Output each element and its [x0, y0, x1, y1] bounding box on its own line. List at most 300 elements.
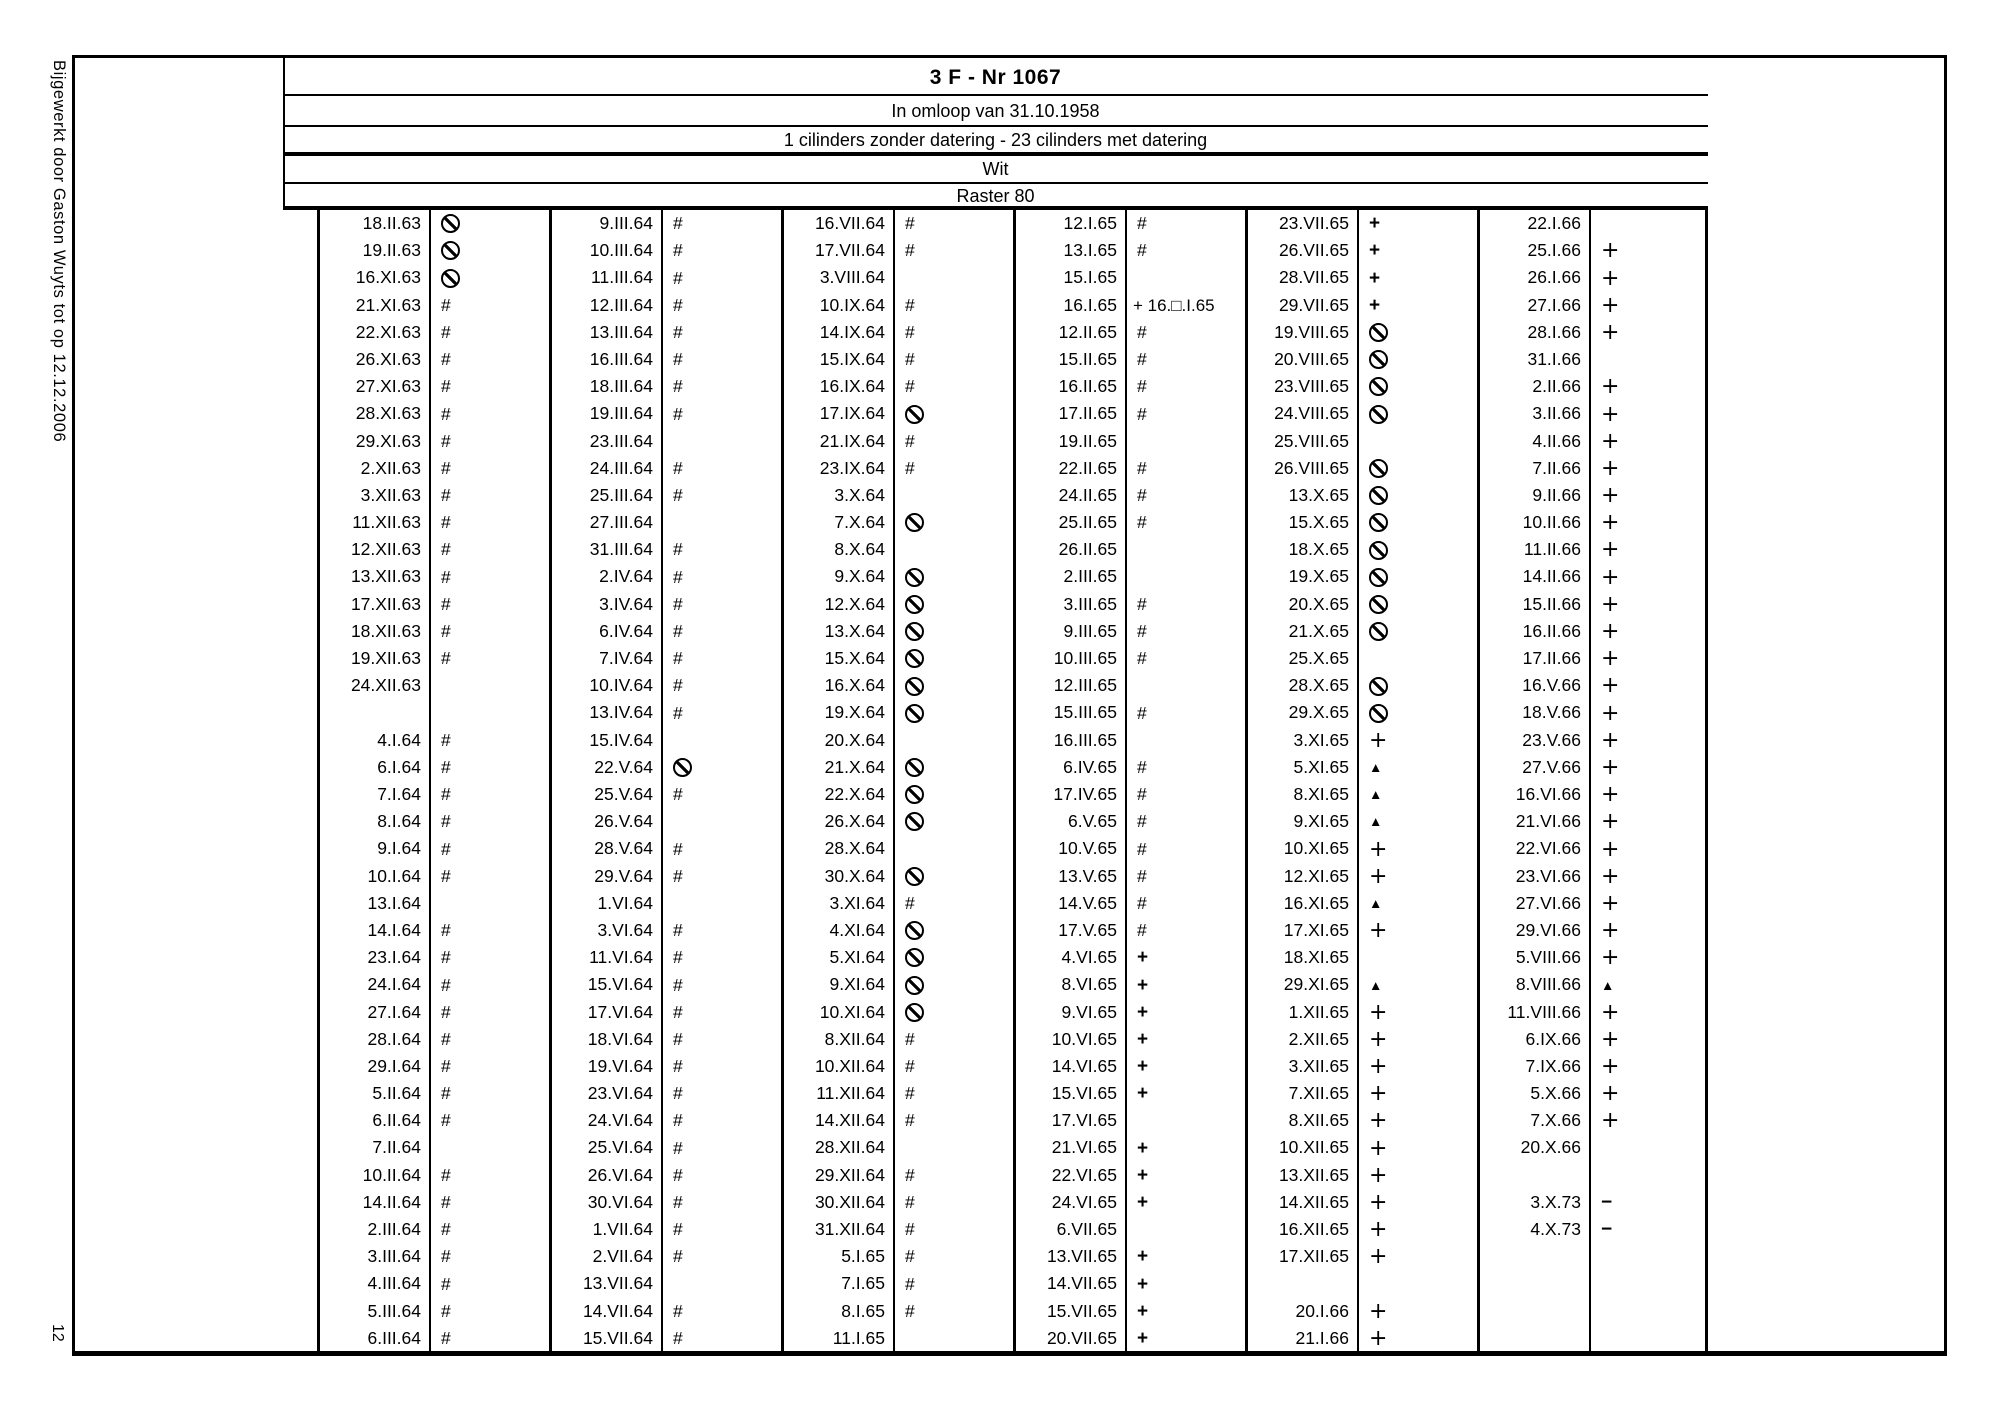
date-cell: 13.XII.65 [1278, 1164, 1349, 1185]
date-cell: 16.III.65 [1053, 729, 1117, 750]
symbol-cell [431, 1270, 547, 1297]
plus-bold-symbol: + [1137, 1164, 1149, 1186]
plus-symbol: + [1601, 238, 1620, 264]
symbol-cell [895, 971, 1011, 998]
date-cell: 17.VI.64 [587, 1001, 653, 1022]
date-cell: 1.XII.65 [1288, 1001, 1349, 1022]
date-cell: 28.X.64 [824, 838, 885, 859]
hash-symbol: # [441, 1001, 451, 1022]
date-cell: 17.XI.65 [1283, 919, 1349, 940]
hash-symbol: # [1137, 865, 1147, 886]
date-cell: 16.XII.65 [1278, 1219, 1349, 1240]
plus-symbol: + [1601, 700, 1620, 726]
hash-symbol: # [905, 430, 915, 451]
symbol-cell [1127, 455, 1243, 482]
date-cell: 2.XII.65 [1288, 1028, 1349, 1049]
symbol-cell [1359, 917, 1475, 944]
hash-symbol: # [441, 1056, 451, 1077]
plus-symbol: + [1601, 401, 1620, 427]
date-cell: 9.II.66 [1532, 484, 1581, 505]
symbol-cell [1359, 482, 1475, 509]
plus-bold-symbol: + [1137, 1246, 1149, 1268]
date-cell: 10.III.64 [589, 240, 653, 261]
date-cell: 31.XII.64 [814, 1219, 885, 1240]
symbol-cell [1591, 373, 1706, 400]
date-cell: 12.XI.65 [1283, 865, 1349, 886]
date-cell: 16.XI.63 [355, 267, 421, 288]
symbol-cell [1127, 1026, 1243, 1053]
symbol-cell [431, 591, 547, 618]
date-cell: 10.IV.64 [589, 675, 653, 696]
hash-symbol: # [441, 294, 451, 315]
hash-symbol: # [441, 457, 451, 478]
symbol-cell [895, 319, 1011, 346]
triangle-icon: ▲ [1369, 814, 1383, 830]
symbol-cell [431, 944, 547, 971]
symbol-cell [1591, 618, 1706, 645]
symbol-cell [895, 645, 1011, 672]
date-cell: 17.IX.64 [819, 403, 885, 424]
date-cell: 6.IV.64 [599, 620, 653, 641]
date-cell: 1.VI.64 [597, 892, 653, 913]
symbol-cell [1127, 645, 1243, 672]
hash-symbol: # [673, 947, 683, 968]
date-cell: 29.XI.63 [355, 430, 421, 451]
symbol-cell [431, 835, 547, 862]
symbol-cell [663, 1216, 779, 1243]
symbol-cell [1359, 1298, 1475, 1325]
hash-symbol: # [1137, 512, 1147, 533]
date-cell: 29.X.65 [1288, 702, 1349, 723]
hash-symbol: # [905, 1273, 915, 1294]
date-cell: 13.I.64 [367, 892, 421, 913]
plus-bold-symbol: + [1369, 240, 1381, 262]
hash-symbol: # [905, 1164, 915, 1185]
symbol-cell [431, 863, 547, 890]
date-cell: 4.III.64 [367, 1273, 421, 1294]
date-cell: 8.X.64 [834, 539, 885, 560]
date-cell: 15.II.65 [1058, 348, 1117, 369]
date-cell: 22.II.65 [1058, 457, 1117, 478]
triangle-icon: ▲ [1601, 977, 1615, 993]
date-cell: 29.I.64 [367, 1055, 421, 1076]
plus-bold-symbol: + [1137, 974, 1149, 996]
date-cell: 10.I.64 [367, 865, 421, 886]
symbol-cell [895, 1080, 1011, 1107]
date-cell: 19.VIII.65 [1274, 321, 1349, 342]
hash-symbol: # [441, 811, 451, 832]
hash-symbol: # [1137, 321, 1147, 342]
date-cell: 10.IX.64 [819, 294, 885, 315]
symbol-cell [1359, 346, 1475, 373]
hash-symbol: # [673, 240, 683, 261]
symbol-cell [663, 863, 779, 890]
date-cell: 20.VIII.65 [1274, 348, 1349, 369]
date-cell: 24.VI.65 [1051, 1191, 1117, 1212]
date-cell: 17.XII.65 [1278, 1246, 1349, 1267]
symbol-cell [1591, 455, 1706, 482]
hash-symbol: # [673, 1110, 683, 1131]
symbol-cell [1359, 264, 1475, 291]
hash-symbol: # [905, 1246, 915, 1267]
date-cell: 4.II.66 [1532, 430, 1581, 451]
symbol-cell [431, 971, 547, 998]
date-cell: 3.XI.65 [1293, 729, 1349, 750]
symbol-cell [1591, 536, 1706, 563]
date-cell: 24.III.64 [589, 457, 653, 478]
date-cell: 10.III.65 [1053, 648, 1117, 669]
hash-symbol: # [905, 1083, 915, 1104]
hash-symbol: # [441, 539, 451, 560]
hash-symbol: # [1137, 702, 1147, 723]
hash-symbol: # [673, 376, 683, 397]
symbol-cell [895, 237, 1011, 264]
symbol-cell [895, 1243, 1011, 1270]
hash-symbol: # [673, 702, 683, 723]
date-cell: 25.V.64 [594, 784, 653, 804]
hash-symbol: # [441, 376, 451, 397]
symbol-cell [431, 237, 547, 264]
hash-symbol: # [1137, 920, 1147, 941]
symbol-cell [1359, 1026, 1475, 1053]
date-cell: 25.X.65 [1288, 648, 1349, 669]
plus-bold-symbol: + [1137, 1273, 1149, 1295]
date-cell: 6.II.64 [372, 1110, 421, 1131]
hash-symbol: # [1137, 593, 1147, 614]
symbol-cell [1127, 1080, 1243, 1107]
date-cell: 22.V.64 [594, 756, 653, 777]
triangle-icon: ▲ [1369, 759, 1383, 775]
date-cell: 15.IV.64 [589, 729, 653, 750]
symbol-cell [1127, 1134, 1243, 1161]
plus-symbol: + [1601, 265, 1620, 291]
hash-symbol: # [441, 784, 451, 805]
symbol-cell [663, 754, 779, 781]
date-cell: 13.VII.65 [1046, 1246, 1117, 1267]
symbol-cell [1127, 890, 1243, 917]
raster-line: Raster 80 [956, 186, 1035, 206]
plus-symbol: + [1601, 619, 1620, 645]
symbol-cell [895, 455, 1011, 482]
symbol-cell [1591, 863, 1706, 890]
hash-symbol: # [441, 1273, 451, 1294]
date-cell: 3.X.64 [834, 484, 885, 505]
plus-bold-symbol: + [1369, 267, 1381, 289]
symbol-cell [1359, 1325, 1475, 1352]
symbol-cell [1359, 1053, 1475, 1080]
date-cell: 18.III.64 [589, 376, 653, 397]
date-cell: 21.X.65 [1288, 620, 1349, 641]
plus-symbol: + [1601, 890, 1620, 916]
symbol-cell [1359, 1134, 1475, 1161]
circle-slash-icon [905, 758, 924, 777]
date-cell: 15.VI.65 [1051, 1083, 1117, 1104]
symbol-cell [1591, 292, 1706, 319]
date-cell: 19.II.65 [1058, 430, 1117, 451]
symbol-cell [895, 509, 1011, 536]
date-cell: 2.IV.64 [599, 566, 653, 587]
date-cell: 13.V.65 [1058, 865, 1117, 886]
symbol-cell [1591, 944, 1706, 971]
margin-note: Bijgewerkt door Gaston Wuyts tot op 12.12.2006 [50, 60, 68, 443]
date-cell: 30.VI.64 [587, 1191, 653, 1212]
date-cell: 22.VI.66 [1515, 838, 1581, 859]
plus-symbol: + [1369, 1325, 1388, 1351]
date-cell: 6.III.64 [367, 1327, 421, 1348]
symbol-cell [431, 400, 547, 427]
date-cell: 17.VII.64 [814, 240, 885, 261]
date-cell: 24.VIII.65 [1274, 403, 1349, 424]
plus-symbol: + [1369, 1190, 1388, 1216]
date-cell: 11.XII.64 [816, 1083, 885, 1104]
date-cell: 16.VII.64 [814, 213, 885, 233]
hash-symbol: # [905, 1028, 915, 1049]
symbol-cell [895, 563, 1011, 590]
plus-symbol: + [1601, 999, 1620, 1025]
symbol-cell [663, 1325, 779, 1352]
symbol-cell [895, 917, 1011, 944]
date-cell: 14.II.64 [362, 1191, 421, 1212]
plus-bold-symbol: + [1137, 1327, 1149, 1349]
date-cell: 10.II.64 [362, 1164, 421, 1185]
hash-symbol: # [673, 321, 683, 342]
date-cell: 8.I.65 [841, 1300, 885, 1321]
hash-symbol: # [441, 485, 451, 506]
date-cell: 12.III.65 [1053, 675, 1117, 696]
plus-symbol: + [1601, 809, 1620, 835]
date-cell: 7.II.64 [372, 1137, 421, 1158]
symbol-cell [431, 999, 547, 1026]
plus-bold-symbol: + [1369, 213, 1381, 235]
date-cell: 26.XI.63 [355, 348, 421, 369]
plus-symbol: + [1601, 292, 1620, 318]
circle-slash-icon [905, 704, 924, 723]
symbol-cell [1591, 917, 1706, 944]
hash-symbol: # [905, 1056, 915, 1077]
symbol-cell [1359, 237, 1475, 264]
symbol-cell [1359, 699, 1475, 726]
plus-symbol: + [1601, 727, 1620, 753]
symbol-cell [1591, 754, 1706, 781]
hash-symbol: # [441, 1300, 451, 1321]
date-cell: 3.II.66 [1532, 403, 1581, 424]
symbol-cell [1359, 727, 1475, 754]
date-cell: 13.VII.64 [582, 1273, 653, 1294]
date-annotation: + 16.□.I.65 [1133, 295, 1215, 315]
date-cell: 16.III.64 [589, 348, 653, 369]
symbol-cell [431, 373, 547, 400]
symbol-cell [895, 1053, 1011, 1080]
date-cell: 26.VIII.65 [1274, 457, 1349, 478]
date-cell: 24.VI.64 [587, 1110, 653, 1131]
symbol-cell [663, 210, 779, 237]
hash-symbol: # [441, 1219, 451, 1240]
date-cell: 7.X.64 [834, 512, 885, 533]
date-cell: 3.IV.64 [599, 593, 653, 614]
date-cell: 15.I.65 [1063, 267, 1117, 288]
triangle-icon: ▲ [1369, 895, 1383, 911]
date-cell: 21.I.66 [1295, 1327, 1349, 1348]
circle-slash-icon [1369, 595, 1388, 614]
symbol-cell [895, 210, 1011, 237]
symbol-cell [663, 1134, 779, 1161]
hash-symbol: # [905, 213, 915, 234]
date-cell: 24.XII.63 [350, 675, 421, 696]
circle-slash-icon [1369, 704, 1388, 723]
paper-color-line: Wit [982, 159, 1009, 179]
date-cell: 2.III.65 [1063, 566, 1117, 587]
date-cell: 16.II.66 [1522, 620, 1581, 641]
plus-bold-symbol: + [1137, 1001, 1149, 1023]
symbol-cell [663, 455, 779, 482]
symbol-cell [1591, 319, 1706, 346]
hash-symbol: # [441, 974, 451, 995]
hash-symbol: # [673, 403, 683, 424]
triangle-icon: ▲ [1369, 787, 1383, 803]
plus-symbol: + [1601, 537, 1620, 563]
date-cell: 2.XII.63 [360, 457, 421, 478]
plus-symbol: + [1601, 1108, 1620, 1134]
date-cell: 7.II.66 [1532, 457, 1581, 478]
symbol-cell [431, 727, 547, 754]
symbol-cell [1359, 618, 1475, 645]
hash-symbol: # [673, 1164, 683, 1185]
date-cell: 30.X.64 [824, 865, 885, 886]
plus-symbol: + [1601, 428, 1620, 454]
date-cell: 23.V.66 [1522, 729, 1581, 750]
date-cell: 26.II.65 [1058, 539, 1117, 560]
date-cell: 31.I.66 [1527, 348, 1581, 369]
date-cell: 8.XII.64 [824, 1028, 885, 1049]
date-cell: 20.X.64 [824, 729, 885, 750]
date-cell: 14.VI.65 [1051, 1055, 1117, 1076]
symbol-cell [1359, 319, 1475, 346]
date-cell: 15.VII.65 [1046, 1300, 1117, 1321]
symbol-cell [1591, 1026, 1706, 1053]
hash-symbol: # [673, 539, 683, 560]
symbol-cell [1127, 944, 1243, 971]
symbol-cell [1591, 1053, 1706, 1080]
hash-symbol: # [1137, 756, 1147, 777]
symbol-cell [895, 808, 1011, 835]
symbol-cell [1127, 917, 1243, 944]
symbol-cell [663, 1107, 779, 1134]
symbol-cell [431, 210, 547, 237]
hash-symbol: # [673, 1083, 683, 1104]
date-cell: 26.I.66 [1527, 267, 1581, 288]
circle-slash-icon [441, 269, 460, 288]
plus-symbol: + [1369, 1298, 1388, 1324]
date-cell: 15.IX.64 [819, 348, 885, 369]
symbol-cell [663, 373, 779, 400]
symbol-cell [1127, 319, 1243, 346]
hash-symbol: # [441, 838, 451, 859]
date-cell: 10.XI.64 [819, 1001, 885, 1022]
date-cell: 20.VII.65 [1046, 1327, 1117, 1348]
date-cell: 29.VII.65 [1278, 294, 1349, 315]
circle-slash-icon [1369, 459, 1388, 478]
symbol-cell [1127, 373, 1243, 400]
plus-symbol: + [1601, 918, 1620, 944]
symbol-cell [663, 1189, 779, 1216]
circle-slash-icon [1369, 513, 1388, 532]
date-cell: 23.VIII.65 [1274, 376, 1349, 397]
date-cell: 7.I.64 [377, 784, 421, 804]
hash-symbol: # [441, 621, 451, 642]
date-cell: 28.I.66 [1527, 321, 1581, 342]
plus-symbol: + [1601, 646, 1620, 672]
symbol-cell [1127, 1162, 1243, 1189]
date-cell: 12.I.65 [1063, 213, 1117, 233]
symbol-cell [1127, 400, 1243, 427]
date-cell: 3.III.65 [1063, 593, 1117, 614]
date-cell: 22.X.64 [824, 784, 885, 804]
date-cell: 5.III.64 [367, 1300, 421, 1321]
hash-symbol: # [673, 1246, 683, 1267]
date-cell: 27.XI.63 [355, 376, 421, 397]
symbol-cell [895, 863, 1011, 890]
plus-symbol: + [1369, 1108, 1388, 1134]
date-cell: 25.II.65 [1058, 512, 1117, 533]
hash-symbol: # [1137, 403, 1147, 424]
circle-slash-icon [905, 785, 924, 804]
date-cell: 31.III.64 [589, 539, 653, 560]
date-cell: 25.I.66 [1527, 240, 1581, 261]
hash-symbol: # [441, 349, 451, 370]
symbol-cell [663, 781, 779, 808]
circle-slash-icon [905, 867, 924, 886]
date-cell: 7.IV.64 [599, 648, 653, 669]
date-cell: 28.I.64 [367, 1028, 421, 1049]
symbol-cell [895, 699, 1011, 726]
date-cell: 14.IX.64 [819, 321, 885, 342]
plus-symbol: + [1369, 1054, 1388, 1080]
date-cell: 28.XII.64 [814, 1137, 885, 1158]
hash-symbol: # [673, 213, 683, 234]
hash-symbol: # [905, 1219, 915, 1240]
hash-symbol: # [673, 593, 683, 614]
symbol-cell [663, 699, 779, 726]
date-cell: 5.X.66 [1530, 1083, 1581, 1104]
hash-symbol: # [441, 865, 451, 886]
symbol-cell [1127, 1325, 1243, 1352]
symbol-cell [663, 618, 779, 645]
symbol-cell [1359, 292, 1475, 319]
date-cell: 27.III.64 [589, 512, 653, 533]
date-cell: 12.III.64 [589, 294, 653, 315]
hash-symbol: # [673, 1300, 683, 1321]
symbol-cell [431, 781, 547, 808]
date-cell: 26.VI.64 [587, 1164, 653, 1185]
date-cell: 10.XII.64 [814, 1055, 885, 1076]
date-cell: 14.XII.64 [814, 1110, 885, 1131]
plus-symbol: + [1601, 1081, 1620, 1107]
date-cell: 20.X.66 [1520, 1137, 1581, 1158]
plus-bold-symbol: + [1137, 1300, 1149, 1322]
date-cell: 14.VII.65 [1046, 1273, 1117, 1294]
symbol-cell [1127, 835, 1243, 862]
hash-symbol: # [673, 974, 683, 995]
symbol-cell [1591, 1080, 1706, 1107]
date-cell: 16.IX.64 [819, 376, 885, 397]
date-cell: 17.VI.65 [1051, 1110, 1117, 1131]
date-cell: 13.I.65 [1063, 240, 1117, 261]
date-cell: 7.IX.66 [1525, 1055, 1581, 1076]
circulation-line: In omloop van 31.10.1958 [891, 101, 1100, 121]
symbol-cell [1359, 1162, 1475, 1189]
date-cell: 3.III.64 [367, 1246, 421, 1267]
date-cell: 18.VI.64 [587, 1028, 653, 1049]
